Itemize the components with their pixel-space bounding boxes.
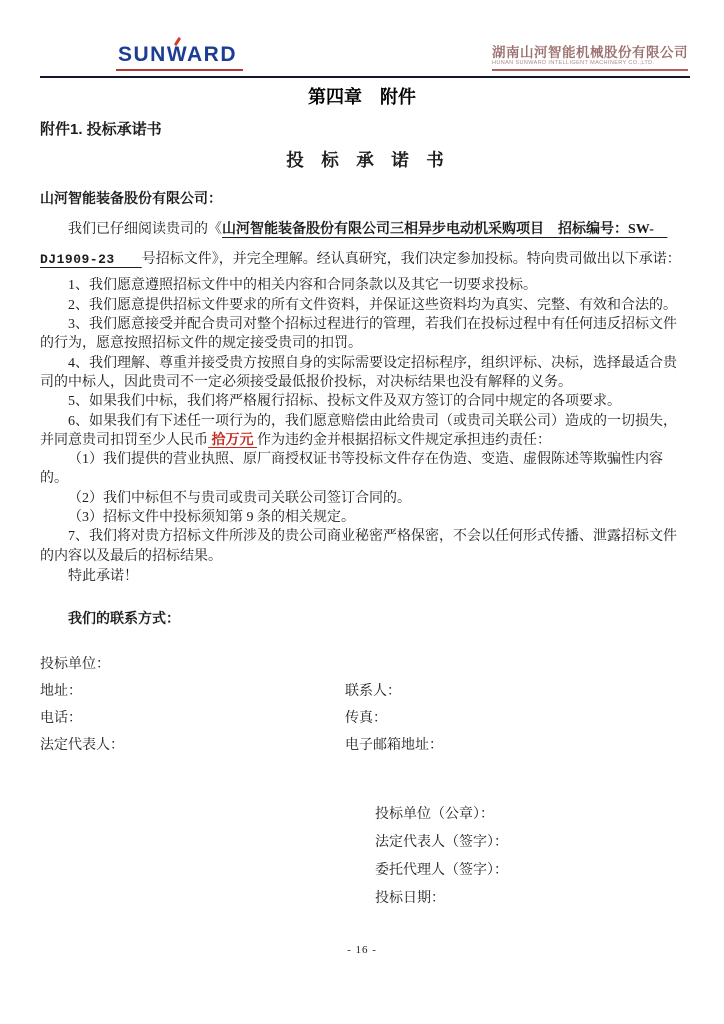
intro-prefix: 我们已仔细阅读贵司的《 [68,222,222,237]
intro-paragraph [40,215,690,274]
signature-bid-date: 投标日期： [375,891,445,907]
intro-tender-number-underlined: DJ1909-23 [40,222,668,267]
company-name-block [492,45,688,71]
intro-project-name-underlined: 山河智能装备股份有限公司三相异步电动机采购项目 招标编号：SW- [222,222,654,237]
sunward-logo [116,44,243,71]
signature-bidder-seal: 投标单位（公章）： [375,807,494,823]
item6-after: 作为违约金并根据招标文件规定承担违约责任： [257,432,551,448]
page-number: - 16 - [347,944,377,956]
signature-authorized-agent: 委托代理人（签字）： [375,863,508,879]
company-name-english: HUNAN SUNWARD INTELLIGENT MACHINERY CO.,LTD. [492,60,655,67]
commitment-item-2: 2、我们愿意提供招标文件要求的所有文件资料，并保证这些资料均为真实、完整、有效和合法的。 [68,297,677,313]
commitment-subitem-3: （3）招标文件中投标须知第 9 条的相关规定。 [68,510,355,526]
contact-heading: 我们的联系方式： [68,610,180,627]
commitment-subitem-2: （2）我们中标但不与贵司或贵司关联公司签订合同的。 [68,490,411,506]
field-phone: 电话： [40,711,82,727]
salutation: 山河智能装备股份有限公司： [40,190,222,206]
header-divider [40,76,690,78]
chapter-title: 第四章 附件 [308,87,416,107]
signature-block [375,806,690,907]
field-fax: 传真： [345,711,387,727]
field-address: 地址： [40,684,82,700]
closing-statement: 特此承诺！ [68,569,138,585]
commitment-item-6 [40,412,690,451]
commitment-item-7: 7、我们将对贵方招标文件所涉及的贵公司商业秘密严格保密，不会以任何形式传播、泄露招标文件的内容以及最后的招标结果。 [40,529,677,564]
field-bidder-unit: 投标单位： [40,657,110,673]
commitment-item-3: 3、我们愿意接受并配合贵司对整个招标过程进行的管理，若我们在投标过程中有任何违反招标文件的行为，愿意按照招标文件的规定接受贵司的扣罚。 [40,316,677,352]
commitment-item-1: 1、我们愿意遵照招标文件中的相关内容和合同条款以及其它一切要求投标。 [68,278,537,294]
page-header [0,0,724,71]
commitment-item-5: 5、如果我们中标，我们将严格履行招标、投标文件及双方签订的合同中规定的各项要求。 [68,394,621,410]
commitment-subitem-1: （1）我们提供的营业执照、原厂商授权证书等投标文件存在伪造、变造、虚假陈述等欺骗性内容的。 [40,452,663,487]
sunward-logo-text: SUNWARD [118,43,237,66]
letter-title: 投 标 承 诺 书 [286,150,444,170]
commitment-item-4: 4、我们理解、尊重并接受贵方按照自身的实际需要设定招标程序，组织评标、决标，选择最适合贵司的中标人，因此贵司不一定必须接受最低报价投标，对决标结果也没有解释的义务。 [40,355,677,390]
attachment-heading: 附件1. 投标承诺书 [40,121,162,138]
company-name-chinese: 湖南山河智能机械股份有限公司 [492,44,688,60]
item6-before: 6、如果我们有下述任一项行为的，我们愿意赔偿由此给贵司（或贵司关联公司）造成的一切损失，并同意贵司扣罚至少人民币 [40,413,677,448]
field-email-address: 电子邮箱地址： [345,738,443,754]
signature-legal-representative: 法定代表人（签字）： [375,835,508,851]
intro-suffix: 号招标文件》，并完全理解。经认真研究，我们决定参加投标。特向贵司做出以下承诺： [141,251,681,267]
document-body [0,118,724,907]
penalty-amount: 拾万元 [208,432,257,448]
field-contact-person: 联系人： [345,684,401,700]
field-legal-representative: 法定代表人： [40,738,124,754]
contact-fields [40,656,690,754]
